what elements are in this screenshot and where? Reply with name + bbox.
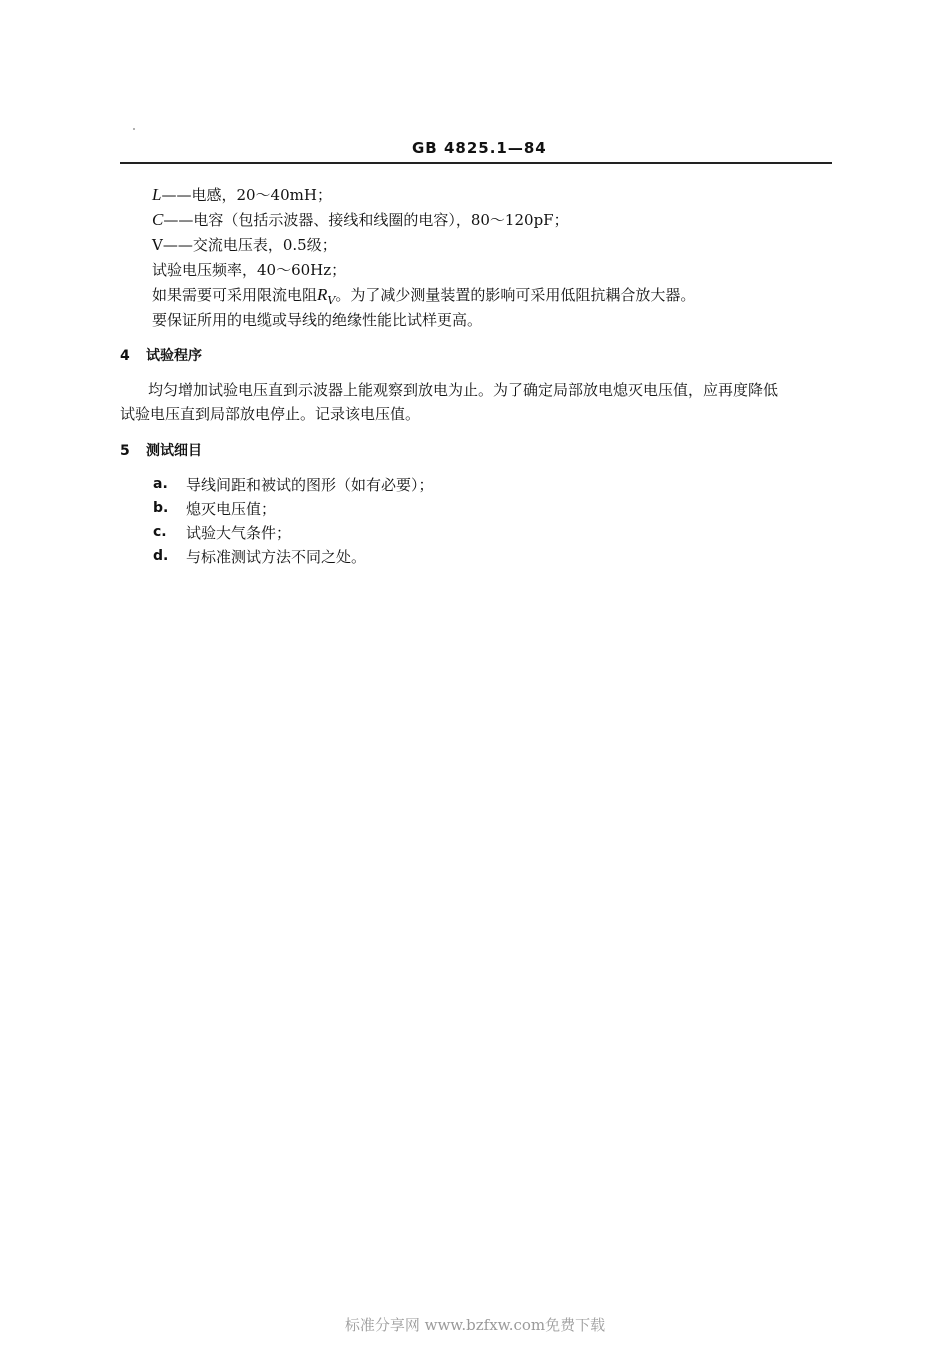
- document-code-header: GB 4825.1—84: [412, 139, 547, 157]
- note-resistor-pre: 如果需要可采用限流电阻: [152, 286, 318, 304]
- list-item-letter-c: c.: [153, 524, 167, 540]
- list-item-text-d: 与标准测试方法不同之处。: [186, 548, 367, 566]
- list-item-letter-d: d.: [153, 548, 169, 564]
- definition-text: 电容（包括示波器、接线和线圈的电容），80～120pF；: [193, 211, 569, 229]
- list-item-letter-a: a.: [153, 476, 168, 492]
- definition-dash: ——: [163, 211, 194, 229]
- section-title: 试验程序: [146, 348, 202, 364]
- list-item-letter-b: b.: [153, 500, 169, 516]
- header-rule: [120, 162, 832, 164]
- section-number: 4: [120, 348, 130, 364]
- section-5-heading: [120, 440, 202, 460]
- note-resistor-post: 。为了减少测量装置的影响可采用低阻抗耦合放大器。: [335, 286, 696, 304]
- list-item-text-b: 熄灭电压值；: [186, 500, 277, 518]
- footer-watermark: 标准分享网 www.bzfxw.com免费下载: [344, 1316, 606, 1334]
- symbol-v: V: [152, 236, 163, 254]
- definition-voltmeter: [152, 235, 337, 255]
- symbol-c: C: [152, 210, 164, 229]
- note-insulation: 要保证所用的电缆或导线的绝缘性能比试样更高。: [152, 311, 483, 329]
- symbol-r: R: [317, 285, 328, 304]
- scan-speck: [133, 128, 135, 130]
- section-4-paragraph-line-1: 均匀增加试验电压直到示波器上能观察到放电为止。为了确定局部放电熄灭电压值，应再度降低: [148, 381, 779, 399]
- list-item-text-a: 导线间距和被试的图形（如有必要）；: [186, 476, 434, 494]
- symbol-l: L: [152, 185, 162, 204]
- section-title: 测试细目: [146, 443, 202, 459]
- definition-dash: ——: [161, 186, 192, 204]
- section-number: 5: [120, 443, 130, 459]
- definition-capacitance: [152, 210, 569, 230]
- definition-text: 交流电压表，0.5级；: [192, 236, 337, 254]
- note-frequency: 试验电压频率，40～60Hz；: [152, 261, 347, 279]
- section-4-paragraph-line-2: 试验电压直到局部放电停止。记录该电压值。: [120, 405, 421, 423]
- definition-inductance: [152, 185, 332, 205]
- section-4-heading: [120, 345, 202, 365]
- list-item-text-c: 试验大气条件；: [186, 524, 292, 542]
- definition-dash: ——: [162, 236, 193, 254]
- note-resistor: [152, 285, 695, 311]
- definition-text: 电感，20～40mH；: [191, 186, 332, 204]
- symbol-r-subscript: V: [327, 294, 336, 307]
